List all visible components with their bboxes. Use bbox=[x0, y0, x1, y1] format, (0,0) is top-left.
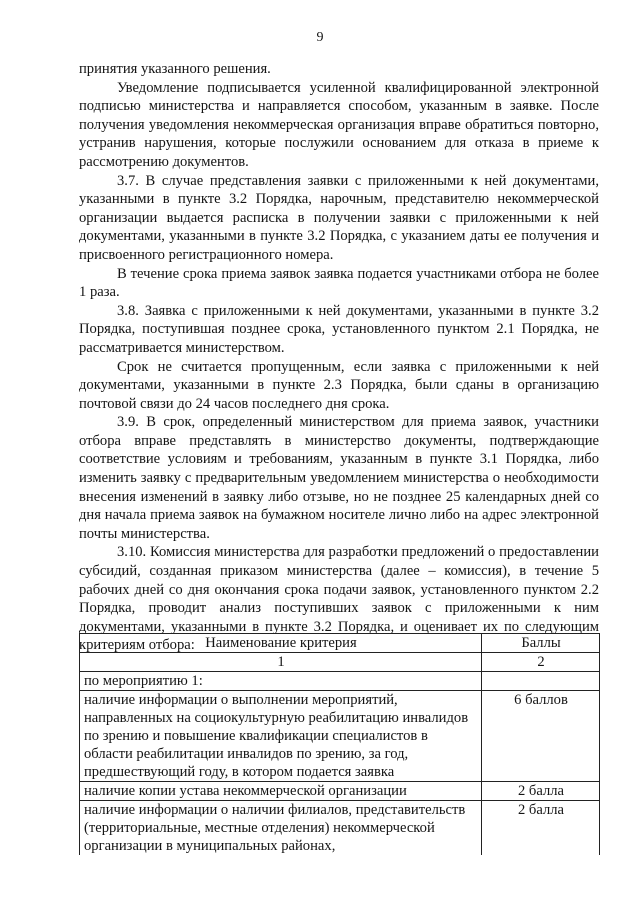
points-cell: 2 балла bbox=[482, 782, 600, 801]
paragraph: 3.7. В случае представления заявки с приложенными к ней документами, указанными в пункте 3.2 Порядка, нарочным, представителю некоммерческой организации выдается расписка в получении заявки с приложенными к ней документами, указанными в пункте 3.2 Порядка, с указанием даты ее получения и присвоенного регистрационного номера. bbox=[79, 172, 599, 263]
table-number-row bbox=[80, 653, 600, 672]
paragraph: Срок не считается пропущенным, если заявка с приложенными к ней документами, указанными в пункте 2.3 Порядка, были сданы в организацию почтовой связи до 24 часов последнего дня срока. bbox=[79, 358, 599, 412]
points-cell: 2 балла bbox=[482, 801, 600, 856]
paragraph: 3.9. В срок, определенный министерством для приема заявок, участники отбора вправе представлять в министерство документы, подтверждающие соответствие условиям и требованиям, указанным в пункте 3.1 Порядка, либо изменить заявку с предварительным уведомлением министерства о необходимости внесения изменений в заявку либо отзыве, но не позднее 25 календарных дней со дня начала приема заявок на бумажном носителе лично либо на адрес электронной почты министерства. bbox=[79, 414, 599, 542]
table-row bbox=[80, 691, 600, 782]
paragraph: 3.8. Заявка с приложенными к ней документами, указанными в пункте 3.2 Порядка, поступившая позднее срока, установленного пунктом 2.1 Порядка, не рассматривается министерством. bbox=[79, 302, 599, 356]
points-cell: 6 баллов bbox=[482, 691, 600, 782]
table-row bbox=[80, 782, 600, 801]
table-header-row bbox=[80, 634, 600, 653]
paragraph: принятия указанного решения. bbox=[79, 61, 271, 77]
criterion-cell: наличие информации о выполнении мероприятий, направленных на социокультурную реабилитацию инвалидов по зрению и повышение квалификации специалистов в области реабилитации инвалидов по зрению, за год, предшествующий году, в котором подается заявка bbox=[80, 691, 482, 782]
section-points-empty bbox=[482, 672, 600, 691]
paragraph: В течение срока приема заявок заявка подается участниками отбора не более 1 раза. bbox=[79, 265, 599, 301]
criterion-cell: наличие копии устава некоммерческой организации bbox=[80, 782, 482, 801]
column-number: 1 bbox=[80, 653, 482, 672]
table-section-row bbox=[80, 672, 600, 691]
column-number: 2 bbox=[482, 653, 600, 672]
column-header-criterion: Наименование критерия bbox=[80, 634, 482, 653]
paragraph: 3.10. Комиссия министерства для разработки предложений о предоставлении субсидий, созданная приказом министерства (далее – комиссия), в течение 5 рабочих дней со дня окончания срока подачи заявок, установленного пунктом 2.2 Порядка, проводит анализ поступивших заявок с приложенными к ним документами, указанными в пункте 3.2 Порядка, и оценивает их по следующим критериям отбора: bbox=[79, 544, 599, 654]
column-header-points: Баллы bbox=[482, 634, 600, 653]
criteria-table bbox=[79, 633, 600, 855]
page-number: 9 bbox=[316, 30, 324, 45]
body-text bbox=[79, 60, 599, 655]
section-label: по мероприятию 1: bbox=[80, 672, 482, 691]
criterion-cell: наличие информации о наличии филиалов, представительств (территориальные, местные отделения) некоммерческой организации в муниципальных районах, bbox=[80, 801, 482, 856]
paragraph: Уведомление подписывается усиленной квалифицированной электронной подписью министерства и направляется способом, указанным в заявке. После получения уведомления некоммерческая организация вправе обратиться повторно, устранив нарушения, которые послужили основанием для отказа в приеме к рассмотрению документов. bbox=[79, 79, 599, 170]
table-row bbox=[80, 801, 600, 856]
